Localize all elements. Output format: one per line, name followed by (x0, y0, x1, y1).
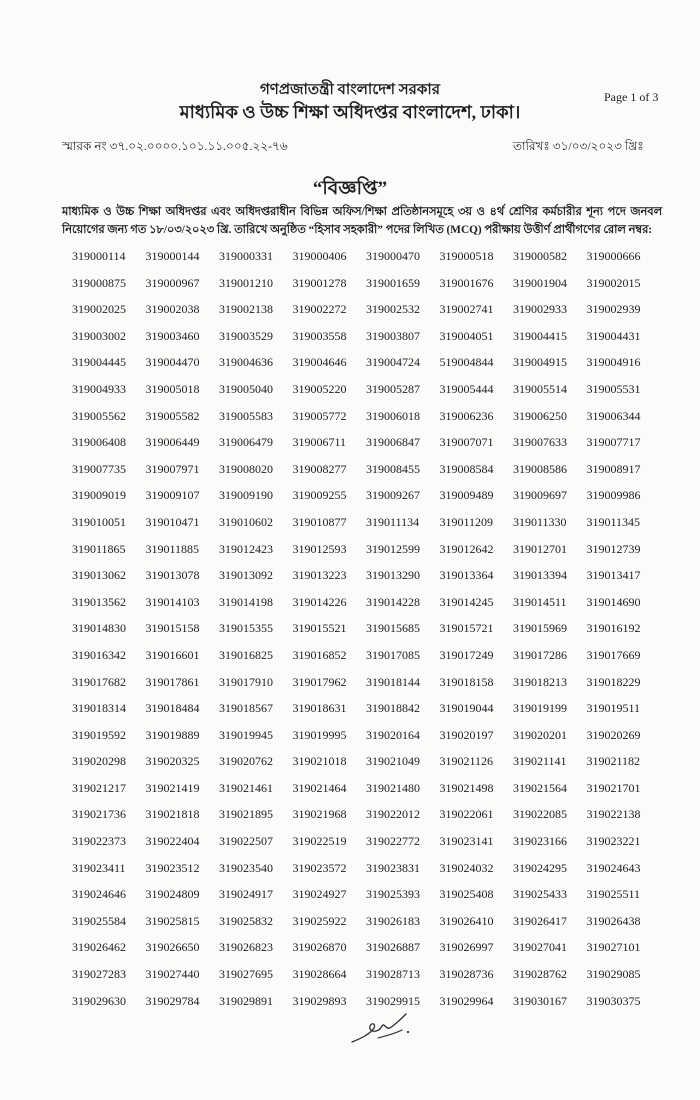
roll-number: 319017669 (586, 647, 641, 662)
roll-number: 319000406 (292, 249, 347, 263)
roll-number: 319000875 (72, 275, 126, 290)
roll-number: 319024295 (513, 860, 567, 875)
roll-number: 319018567 (219, 701, 273, 716)
roll-number: 319023221 (586, 834, 641, 849)
roll-number: 319021736 (72, 807, 126, 822)
roll-number: 319010051 (72, 514, 126, 529)
roll-number: 319018213 (513, 674, 567, 689)
roll-number: 319015158 (145, 621, 200, 636)
roll-number: 319017861 (145, 674, 200, 689)
roll-number: 319013223 (292, 568, 347, 583)
roll-number: 319019889 (145, 727, 200, 742)
roll-number: 319004445 (72, 355, 126, 370)
roll-number: 319021018 (292, 754, 347, 769)
roll-number: 319005562 (72, 408, 126, 423)
roll-number: 319024643 (586, 860, 641, 875)
roll-number: 319021217 (72, 780, 126, 795)
roll-number: 319006250 (513, 408, 567, 423)
roll-number: 319015685 (366, 621, 420, 636)
roll-number: 319013417 (586, 568, 641, 583)
roll-number: 319019199 (513, 701, 567, 716)
roll-number: 319004636 (219, 355, 273, 370)
roll-number-grid (72, 249, 672, 1020)
roll-number: 319026183 (366, 913, 420, 928)
roll-number: 319016601 (145, 647, 200, 662)
roll-number: 319008584 (439, 461, 494, 476)
roll-number: 319012701 (513, 541, 567, 556)
roll-number: 319026823 (219, 940, 273, 955)
roll-number: 319005040 (219, 381, 273, 396)
roll-number: 319025433 (513, 887, 567, 902)
roll-number: 319027041 (513, 940, 567, 955)
roll-number: 319023512 (145, 860, 200, 875)
roll-number: 319021818 (145, 807, 200, 822)
roll-number: 319027695 (219, 967, 273, 982)
roll-number: 319011134 (366, 514, 420, 529)
roll-number: 319019945 (219, 727, 273, 742)
roll-number: 319022507 (219, 834, 273, 849)
roll-number: 319022138 (586, 807, 641, 822)
roll-number: 319007633 (513, 435, 567, 450)
roll-number: 319020197 (439, 727, 494, 742)
roll-number: 319019592 (72, 727, 126, 742)
roll-number: 319020201 (513, 727, 567, 742)
roll-number: 319016192 (586, 621, 641, 636)
roll-number: 319006847 (366, 435, 420, 450)
roll-number: 319005220 (292, 381, 347, 396)
roll-number: 319006449 (145, 435, 200, 450)
roll-number: 319009697 (513, 488, 567, 503)
roll-number: 319022085 (513, 807, 567, 822)
roll-number: 319022012 (366, 807, 420, 822)
roll-number: 319027440 (145, 967, 200, 982)
roll-number: 319009190 (219, 488, 273, 503)
roll-number: 319014198 (219, 594, 273, 609)
roll-number: 319018314 (72, 701, 126, 716)
roll-number: 319021126 (439, 754, 494, 769)
roll-number: 319000666 (586, 249, 641, 263)
roll-number: 319011330 (513, 514, 567, 529)
roll-number: 319025408 (439, 887, 494, 902)
roll-number: 319025584 (72, 913, 126, 928)
roll-number: 319020298 (72, 754, 126, 769)
roll-number: 319022061 (439, 807, 494, 822)
roll-number: 319004431 (586, 328, 641, 343)
roll-number: 319014511 (513, 594, 567, 609)
roll-number: 319029784 (145, 993, 200, 1008)
roll-number: 319023141 (439, 834, 494, 849)
roll-number: 319009267 (366, 488, 420, 503)
roll-number: 319004933 (72, 381, 126, 396)
roll-number: 319016852 (292, 647, 347, 662)
roll-number: 319017085 (366, 647, 420, 662)
roll-number: 319013364 (439, 568, 494, 583)
roll-number: 319030167 (513, 993, 567, 1008)
roll-number: 319028736 (439, 967, 494, 982)
roll-number: 319024646 (72, 887, 126, 902)
roll-number: 319005772 (292, 408, 347, 423)
roll-number: 319018484 (145, 701, 200, 716)
government-title: গণপ্রজাতন্ত্রী বাংলাদেশ সরকার (259, 82, 441, 98)
roll-number: 319019511 (586, 701, 641, 716)
roll-number: 319007071 (439, 435, 494, 450)
roll-number: 319021141 (513, 754, 567, 769)
roll-number: 319022519 (292, 834, 347, 849)
roll-number: 319008020 (219, 461, 273, 476)
roll-number: 319009489 (439, 488, 494, 503)
roll-number: 319007971 (145, 461, 200, 476)
roll-number: 319004916 (586, 355, 641, 370)
roll-number: 319014103 (145, 594, 200, 609)
roll-number: 319008586 (513, 461, 567, 476)
roll-number: 319017962 (292, 674, 347, 689)
roll-number: 319000582 (513, 249, 567, 263)
roll-number: 319006018 (366, 408, 420, 423)
roll-number: 319011209 (439, 514, 494, 529)
roll-number: 319018158 (439, 674, 494, 689)
directorate-title: মাধ্যমিক ও উচ্চ শিক্ষা অধিদপ্তর বাংলাদেশ, ঢাকা। (179, 102, 521, 122)
roll-number: 319019995 (292, 727, 347, 742)
roll-number: 319013290 (366, 568, 420, 583)
roll-number: 319005018 (145, 381, 200, 396)
roll-number: 319008917 (586, 461, 641, 476)
roll-number: 319013092 (219, 568, 273, 583)
roll-number: 319021498 (439, 780, 494, 795)
roll-number: 319001659 (366, 275, 420, 290)
roll-number: 319002532 (366, 302, 420, 317)
roll-number: 319021701 (586, 780, 641, 795)
roll-number: 319001904 (513, 275, 567, 290)
roll-number: 319014830 (72, 621, 126, 636)
roll-number: 319013394 (513, 568, 567, 583)
roll-number: 319009019 (72, 488, 126, 503)
roll-number: 319025832 (219, 913, 273, 928)
roll-number: 319028713 (366, 967, 420, 982)
roll-number: 319019044 (439, 701, 494, 716)
roll-number: 319025393 (366, 887, 420, 902)
roll-number: 319012642 (439, 541, 494, 556)
roll-number: 319015521 (292, 621, 347, 636)
roll-number: 319026438 (586, 913, 641, 928)
roll-number: 519004844 (439, 355, 494, 370)
roll-number: 319002038 (145, 302, 200, 317)
roll-number: 319030375 (586, 993, 641, 1008)
roll-number: 319017286 (513, 647, 567, 662)
roll-number: 319013078 (145, 568, 200, 583)
roll-number: 319021419 (145, 780, 200, 795)
roll-number: 319013062 (72, 568, 126, 583)
roll-number: 319004724 (366, 355, 420, 370)
roll-number: 319003807 (366, 328, 420, 343)
roll-number: 319018842 (366, 701, 420, 716)
roll-number: 319026650 (145, 940, 200, 955)
roll-number: 319016825 (219, 647, 273, 662)
roll-number: 319021895 (219, 807, 273, 822)
roll-number: 319026462 (72, 940, 126, 955)
roll-number: 319014226 (292, 594, 347, 609)
roll-number: 319012423 (219, 541, 273, 556)
roll-number: 319026887 (366, 940, 420, 955)
roll-number: 319028762 (513, 967, 567, 982)
roll-number: 319000967 (145, 275, 200, 290)
roll-number: 319027283 (72, 967, 126, 982)
roll-number: 319003460 (145, 328, 200, 343)
roll-number: 319006344 (586, 408, 641, 423)
notice-date: তারিখঃ ৩১/০৩/২০২৩ খ্রিঃ (513, 139, 644, 153)
notice-title: “বিজ্ঞপ্তি” (312, 178, 388, 199)
roll-number: 319002272 (292, 302, 347, 317)
roll-number: 319010877 (292, 514, 347, 529)
roll-number: 319008277 (292, 461, 347, 476)
roll-number: 319012593 (292, 541, 347, 556)
roll-number: 319002025 (72, 302, 126, 317)
roll-number: 319009986 (586, 488, 641, 503)
roll-number: 319018631 (292, 701, 347, 716)
roll-number: 319014228 (366, 594, 420, 609)
roll-number: 319005531 (586, 381, 641, 396)
roll-number: 319021464 (292, 780, 347, 795)
roll-number: 319009255 (292, 488, 347, 503)
roll-number: 319021461 (219, 780, 273, 795)
roll-number: 319024032 (439, 860, 494, 875)
roll-number: 319024917 (219, 887, 273, 902)
roll-number: 319023572 (292, 860, 347, 875)
roll-number: 319005287 (366, 381, 420, 396)
roll-number: 319017910 (219, 674, 273, 689)
roll-number: 319020164 (366, 727, 420, 742)
roll-number: 319028664 (292, 967, 347, 982)
notice-body: মাধ্যমিক ও উচ্চ শিক্ষা অধিদপ্তর এবং অধিদপ্তরাধীন বিভিন্ন অফিস/শিক্ষা প্রতিষ্ঠানসমূহে ৩য় ও ৪র্থ শ্রেণির কর্মচারীর শূন্য পদে জনবল নিয়োগের জন্য গত ১৮/০৩/২০২৩ খ্রি. তারিখে অনুষ্ঠিত “হিসাব সহকারী” পদের লিখিত (MCQ) পরীক্ষায় উত্তীর্ণ প্রার্থীগণের রোল নম্বর: (62, 206, 662, 236)
roll-number: 319021480 (366, 780, 420, 795)
roll-number: 319027101 (586, 940, 641, 955)
roll-number: 319002741 (439, 302, 494, 317)
roll-number: 319020325 (145, 754, 200, 769)
roll-number: 319021182 (586, 754, 641, 769)
roll-number: 319000144 (145, 249, 200, 263)
roll-number: 319018229 (586, 674, 641, 689)
roll-number: 319021968 (292, 807, 347, 822)
roll-number: 319010602 (219, 514, 273, 529)
roll-number: 319026870 (292, 940, 347, 955)
roll-number: 319004646 (292, 355, 347, 370)
roll-number: 319017682 (72, 674, 126, 689)
roll-number: 319007717 (586, 435, 641, 450)
roll-number: 319001676 (439, 275, 494, 290)
roll-number: 319025922 (292, 913, 347, 928)
roll-number: 319026997 (439, 940, 494, 955)
roll-number: 319021049 (366, 754, 420, 769)
roll-number: 319005582 (145, 408, 200, 423)
roll-number: 319005514 (513, 381, 567, 396)
roll-number: 319002015 (586, 275, 641, 290)
roll-number: 319015355 (219, 621, 273, 636)
page-number: Page 1 of 3 (604, 90, 659, 104)
roll-number: 319008455 (366, 461, 420, 476)
roll-number: 319013562 (72, 594, 126, 609)
roll-number: 319005444 (439, 381, 494, 396)
roll-number: 319004915 (513, 355, 567, 370)
memo-number: স্মারক নং ৩৭.০২.০০০০.১০১.১১.০০৫.২২-৭৬ (62, 139, 288, 153)
roll-number: 319016342 (72, 647, 126, 662)
roll-number: 319029630 (72, 993, 126, 1008)
roll-number: 319022772 (366, 834, 420, 849)
roll-number: 319001210 (219, 275, 273, 290)
roll-number: 319006479 (219, 435, 273, 450)
roll-number: 319011865 (72, 541, 126, 556)
roll-number: 319023411 (72, 860, 126, 875)
roll-number: 319020269 (586, 727, 641, 742)
roll-number: 319011345 (586, 514, 641, 529)
roll-number: 319020762 (219, 754, 273, 769)
roll-number: 319000331 (219, 249, 273, 263)
roll-number: 319004415 (513, 328, 567, 343)
roll-number: 319025511 (586, 887, 641, 902)
roll-number: 319009107 (145, 488, 200, 503)
roll-number: 319012599 (366, 541, 420, 556)
roll-number: 319015969 (513, 621, 567, 636)
signature-icon (348, 1008, 428, 1052)
roll-number: 319029893 (292, 993, 347, 1008)
roll-number: 319002933 (513, 302, 567, 317)
roll-number: 319015721 (439, 621, 494, 636)
roll-number: 319021564 (513, 780, 567, 795)
roll-number: 319023831 (366, 860, 420, 875)
roll-number: 319000470 (366, 249, 420, 263)
roll-number: 319010471 (145, 514, 200, 529)
roll-number: 319000114 (72, 249, 126, 263)
roll-number: 319003002 (72, 328, 126, 343)
roll-number: 319025815 (145, 913, 200, 928)
roll-number: 319023540 (219, 860, 273, 875)
roll-number: 319014690 (586, 594, 641, 609)
roll-number: 319026417 (513, 913, 567, 928)
roll-number: 319011885 (145, 541, 200, 556)
roll-number: 319004051 (439, 328, 494, 343)
roll-number: 319006711 (292, 435, 347, 450)
roll-number: 319029891 (219, 993, 273, 1008)
roll-number: 319000518 (439, 249, 494, 263)
roll-number: 319003529 (219, 328, 273, 343)
roll-number: 319005583 (219, 408, 273, 423)
roll-number: 319003558 (292, 328, 347, 343)
roll-number: 319002939 (586, 302, 641, 317)
roll-number: 319024809 (145, 887, 200, 902)
roll-number: 319018144 (366, 674, 420, 689)
roll-number: 319023166 (513, 834, 567, 849)
roll-number: 319029915 (366, 993, 420, 1008)
roll-number: 319012739 (586, 541, 641, 556)
roll-number: 319001278 (292, 275, 347, 290)
roll-number: 319029085 (586, 967, 641, 982)
roll-number: 319002138 (219, 302, 273, 317)
roll-number: 319014245 (439, 594, 494, 609)
roll-number: 319017249 (439, 647, 494, 662)
roll-number: 319007735 (72, 461, 126, 476)
roll-number: 319022373 (72, 834, 126, 849)
roll-number: 319029964 (439, 993, 494, 1008)
roll-number: 319024927 (292, 887, 347, 902)
roll-number: 319006408 (72, 435, 126, 450)
roll-number: 319026410 (439, 913, 494, 928)
roll-number: 319006236 (439, 408, 494, 423)
roll-number: 319004470 (145, 355, 200, 370)
roll-number: 319022404 (145, 834, 200, 849)
